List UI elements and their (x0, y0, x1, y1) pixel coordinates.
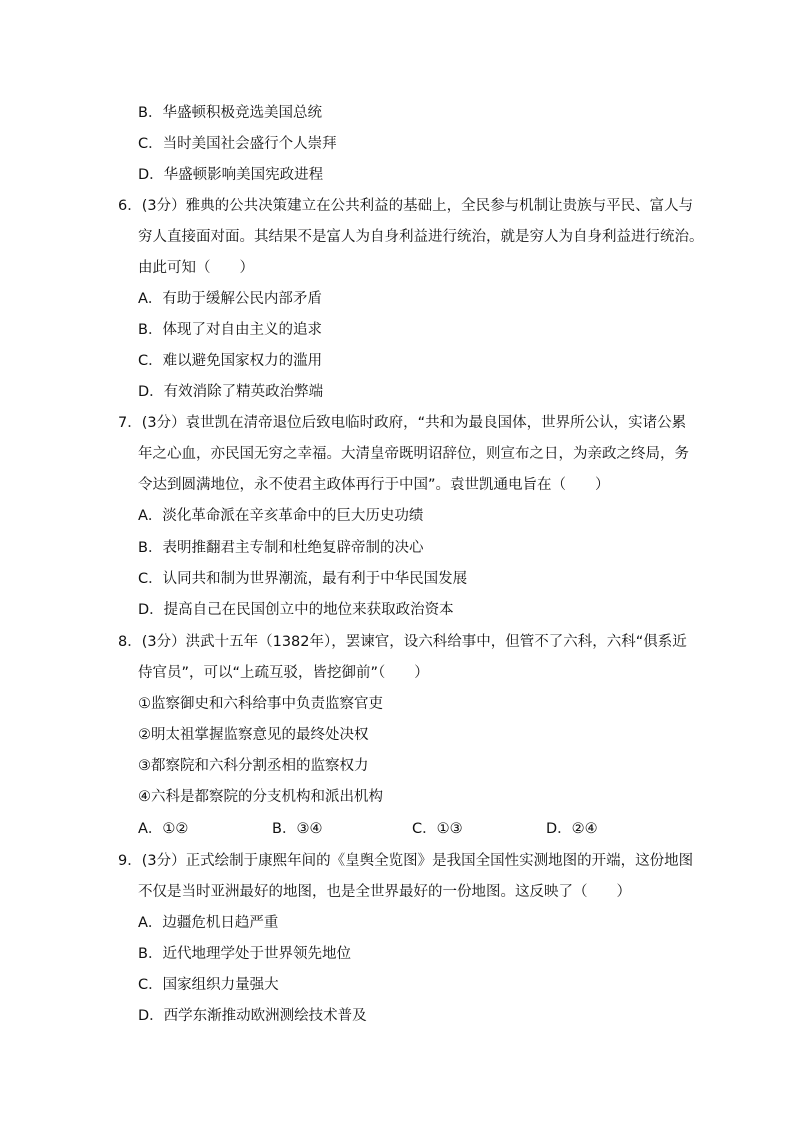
q7-stem-line-1: 7．(3分）袁世凯在清帝退位后致电临时政府，“共和为最良国体，世界所公认，实诸公累 (118, 415, 687, 431)
q6-option-c: C．难以避免国家权力的滥用 (138, 353, 323, 369)
q7-option-d: D．提高自己在民国创立中的地位来获取政治资本 (138, 602, 454, 618)
q8-statement-3: ③都察院和六科分割丞相的监察权力 (138, 758, 369, 774)
q7-option-a: A．淡化革命派在辛亥革命中的巨大历史功绩 (138, 508, 424, 524)
q6-option-a: A．有助于缓解公民内部矛盾 (138, 291, 322, 307)
q7-option-c: C．认同共和制为世界潮流，最有利于中华民国发展 (138, 571, 468, 587)
q8-statement-4: ④六科是都察院的分支机构和派出机构 (138, 789, 383, 805)
q6-stem-line-1: 6．(3分）雅典的公共决策建立在公共利益的基础上，全民参与机制让贵族与平民、富人与 (118, 198, 694, 214)
q7-stem-line-2: 年之心血，亦民国无穷之幸福。大清皇帝既明诏辞位，则宣布之日，为亲政之终局，务 (138, 446, 689, 462)
q8-statement-1: ①监察御史和六科给事中负责监察官吏 (138, 696, 383, 712)
q5-option-b: B．华盛顿积极竞选美国总统 (138, 105, 322, 121)
q9-option-c: C．国家组织力量强大 (138, 977, 279, 993)
q9-option-d: D．西学东渐推动欧洲测绘技术普及 (138, 1008, 367, 1024)
q6-option-b: B．体现了对自由主义的追求 (138, 322, 322, 338)
q9-option-a: A．边疆危机日趋严重 (138, 915, 279, 931)
q9-stem-line-1: 9．(3分）正式绘制于康熙年间的《皇舆全览图》是我国全国性实测地图的开端，这份地图 (118, 853, 694, 869)
q8-statement-2: ②明太祖掌握监察意见的最终处决权 (138, 727, 369, 743)
q8-choice-a: A．①② (138, 821, 189, 837)
q7-option-b: B．表明推翻君主专制和杜绝复辟帝制的决心 (138, 540, 424, 556)
q8-choice-b: B．③④ (272, 821, 323, 837)
q7-stem-line-3: 令达到圆满地位，永不使君主政体再行于中国”。袁世凯通电旨在（ ） (138, 477, 610, 493)
q8-stem-line-1: 8．(3分）洪武十五年（1382年），罢谏官，设六科给事中，但管不了六科，六科“俱系近 (118, 634, 687, 650)
q6-stem-line-2: 穷人直接面对面。其结果不是富人为自身利益进行统治，就是穷人为自身利益进行统治。 (138, 229, 704, 245)
q9-option-b: B．近代地理学处于世界领先地位 (138, 946, 351, 962)
q8-choices-row (0, 819, 794, 839)
q6-option-d: D．有效消除了精英政治弊端 (138, 384, 324, 400)
q6-stem-line-3: 由此可知（ ） (138, 260, 254, 276)
q8-stem-line-2: 侍官员”，可以“上疏互驳，皆挖御前”（ ） (138, 665, 429, 681)
q8-choice-d: D．②④ (546, 821, 598, 837)
q5-option-d: D．华盛顿影响美国宪政进程 (138, 167, 324, 183)
q5-option-c: C．当时美国社会盛行个人崇拜 (138, 136, 337, 152)
q8-choice-c: C．①③ (412, 821, 463, 837)
q9-stem-line-2: 不仅是当时亚洲最好的地图，也是全世界最好的一份地图。这反映了（ ） (138, 884, 631, 900)
